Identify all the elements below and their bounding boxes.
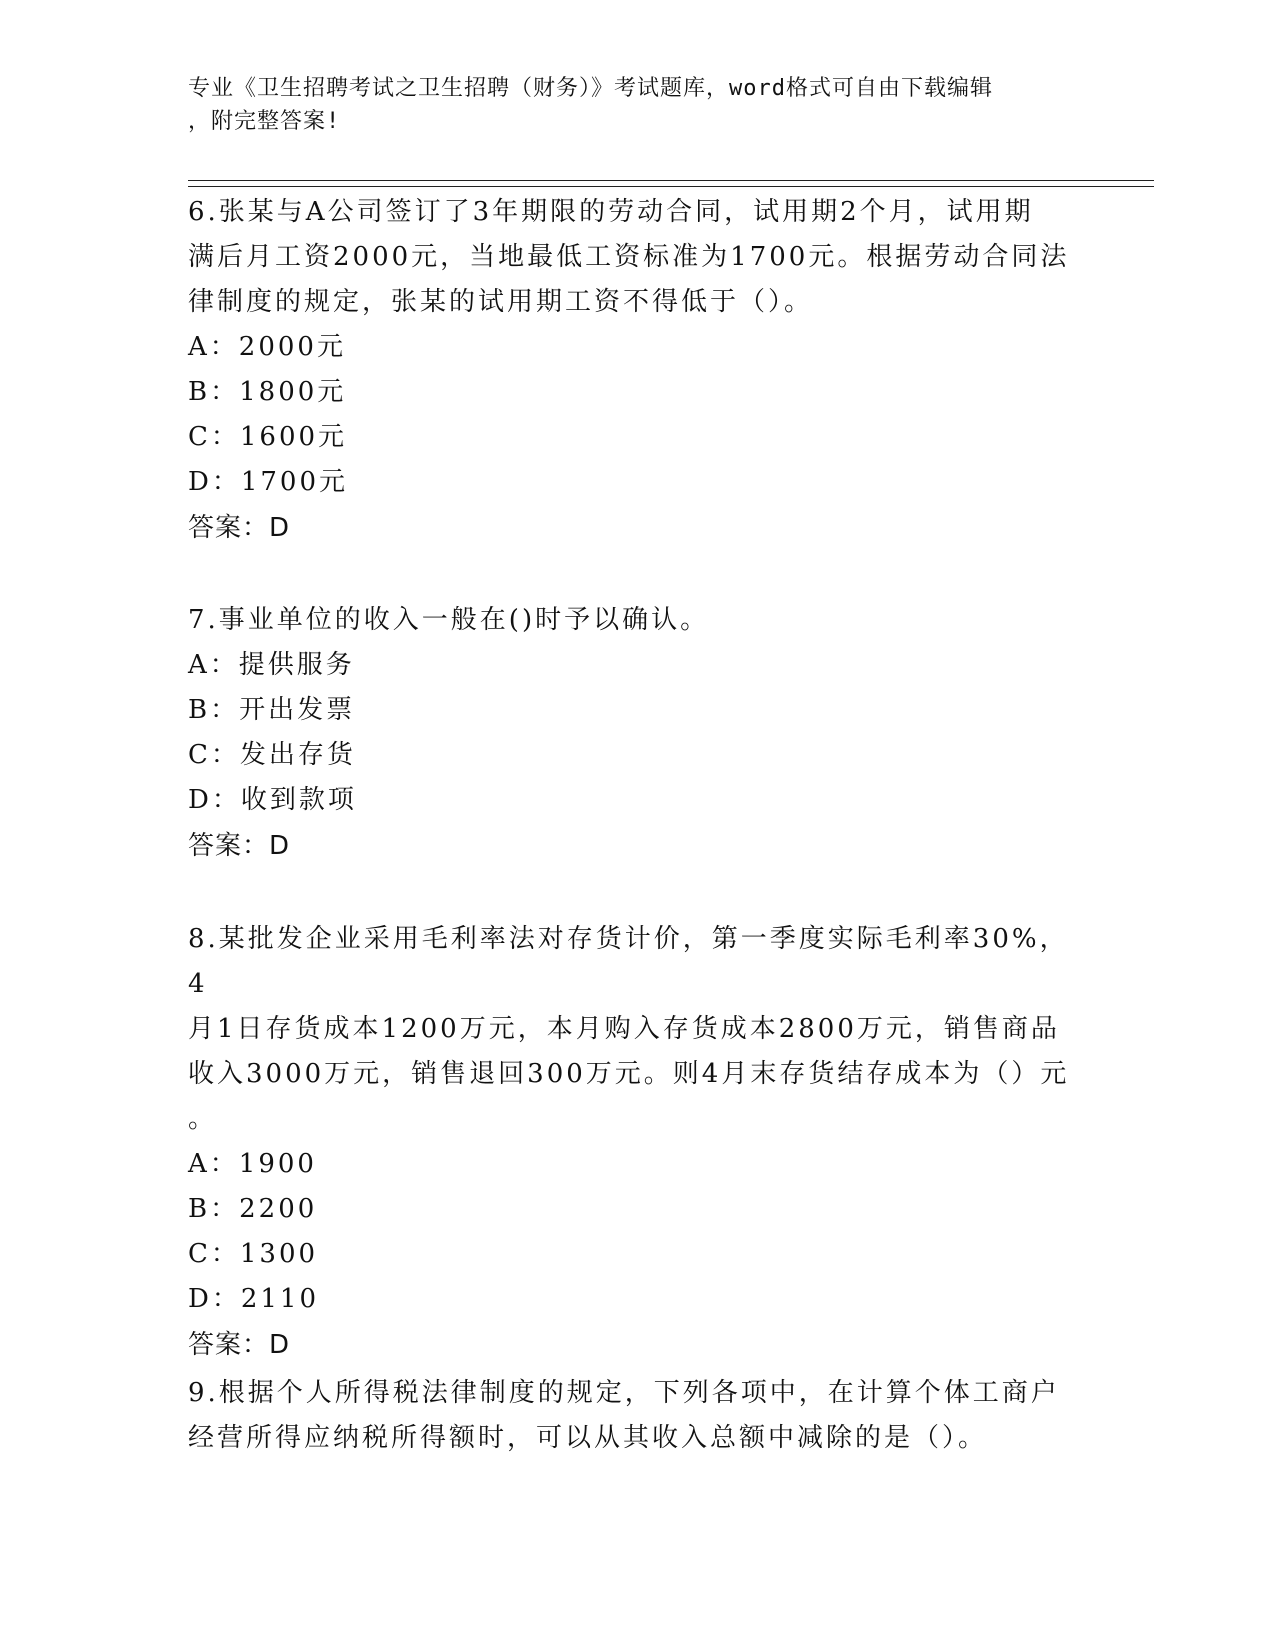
header-line-2: ，附完整答案! <box>188 109 341 134</box>
option-b: B：开出发票 <box>188 695 356 725</box>
question-8 <box>188 917 1088 1368</box>
question-6 <box>188 190 1088 551</box>
option-c: C：1600元 <box>188 422 348 452</box>
question-stem-line: 律制度的规定，张某的试用期工资不得低于（）。 <box>188 287 814 317</box>
question-stem-line: 经营所得应纳税所得额时，可以从其收入总额中减除的是（）。 <box>188 1423 988 1453</box>
header-line-1: 专业《卫生招聘考试之卫生招聘（财务）》考试题库，word格式可自由下载编辑 <box>188 76 993 101</box>
option-a: A：提供服务 <box>188 650 355 680</box>
header-divider-bottom <box>188 186 1154 187</box>
question-9 <box>188 1371 1088 1461</box>
option-b: B：1800元 <box>188 377 347 407</box>
option-c: C：1300 <box>188 1239 319 1269</box>
question-stem-line: 月1日存货成本1200万元，本月购入存货成本2800万元，销售商品 <box>188 1014 1060 1044</box>
document-header <box>188 72 1068 138</box>
question-stem-line: 8.某批发企业采用毛利率法对存货计价，第一季度实际毛利率30%，4 <box>188 924 1069 999</box>
question-stem-line: 9.根据个人所得税法律制度的规定，下列各项中，在计算个体工商户 <box>188 1378 1060 1408</box>
question-7 <box>188 598 1088 869</box>
question-stem-line: 。 <box>188 1104 218 1134</box>
question-stem-line: 7.事业单位的收入一般在()时予以确认。 <box>188 605 710 635</box>
option-a: A：1900 <box>188 1149 317 1179</box>
question-stem-line: 6.张某与A公司签订了3年期限的劳动合同，试用期2个月，试用期 <box>188 197 1034 227</box>
option-d: D：2110 <box>188 1284 320 1314</box>
answer: 答案：D <box>188 1330 291 1360</box>
option-a: A：2000元 <box>188 332 346 362</box>
option-c: C：发出存货 <box>188 740 356 770</box>
question-stem-line: 收入3000万元，销售退回300万元。则4月末存货结存成本为（）元 <box>188 1059 1070 1089</box>
answer: 答案：D <box>188 831 291 861</box>
question-stem-line: 满后月工资2000元，当地最低工资标准为1700元。根据劳动合同法 <box>188 242 1070 272</box>
answer: 答案：D <box>188 513 291 543</box>
option-d: D：1700元 <box>188 467 349 497</box>
option-b: B：2200 <box>188 1194 318 1224</box>
header-divider-top <box>188 180 1154 181</box>
option-d: D：收到款项 <box>188 785 357 815</box>
